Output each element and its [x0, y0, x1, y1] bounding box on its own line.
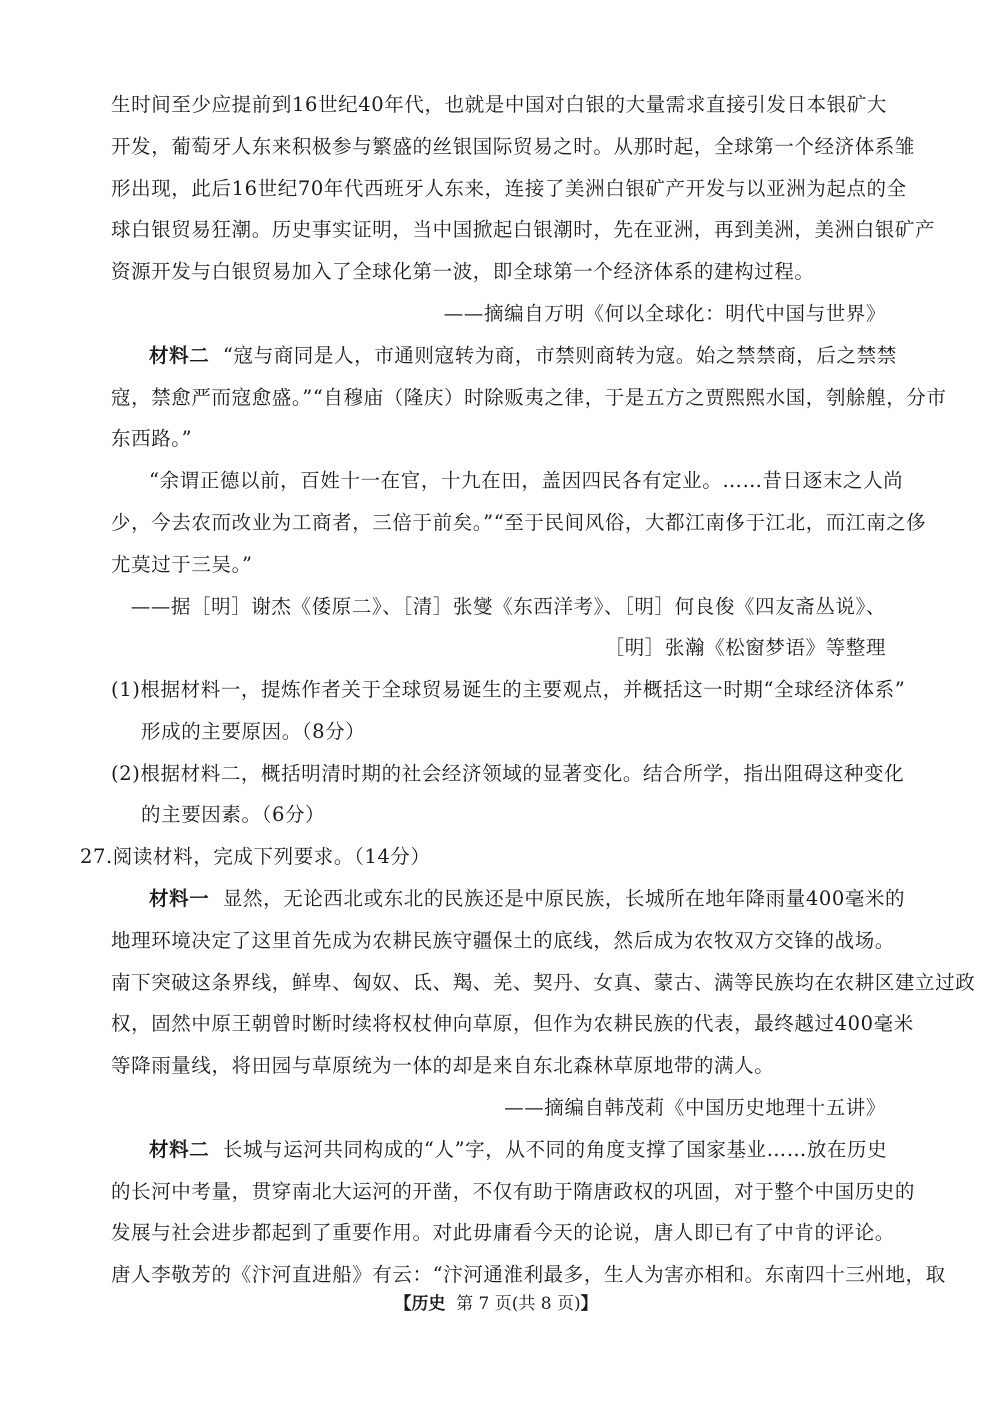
- text-line: 等降雨量线，将田园与草原统为一体的却是来自东北森林草原地带的满人。: [111, 1054, 775, 1077]
- source-citation: ——摘编自韩茂莉《中国历史地理十五讲》: [504, 1096, 886, 1119]
- question-1: (1)根据材料一，提炼作者关于全球贸易诞生的主要观点，并概括这一时期“全球经济体系”: [111, 678, 906, 701]
- text-line: 资源开发与白银贸易加入了全球化第一波，即全球第一个经济体系的建构过程。: [111, 260, 815, 283]
- text-line: 显然，无论西北或东北的民族还是中原民族，长城所在地年降雨量400毫米的: [222, 887, 906, 910]
- text-line: 南下突破这条界线，鲜卑、匈奴、氐、羯、羌、契丹、女真、蒙古、满等民族均在农耕区建立过政: [111, 971, 976, 994]
- footer-subject: 历史: [411, 1294, 446, 1314]
- question-2: (2)根据材料二，概括明清时期的社会经济领域的显著变化。结合所学，指出阻碍这种变化: [111, 762, 905, 785]
- text-line: 地理环境决定了这里首先成为农耕民族守疆保土的底线，然后成为农牧双方交锋的战场。: [111, 929, 895, 952]
- question-1-cont: 形成的主要原因。（8分）: [141, 720, 366, 743]
- text-line: 生时间至少应提前到16世纪40年代，也就是中国对白银的大量需求直接引发日本银矿大: [111, 93, 887, 116]
- material2-first-line: [149, 344, 897, 368]
- text-line: 寇，禁愈严而寇愈盛。”“自穆庙（隆庆）时除贩夷之律，于是五方之贾熙熙水国，刳艅艎，分市: [111, 386, 947, 409]
- text-line: 的长河中考量，贯穿南北大运河的开凿，不仅有助于隋唐政权的巩固，对于整个中国历史的: [111, 1180, 916, 1203]
- question-27-heading: 27.阅读材料，完成下列要求。（14分）: [80, 845, 431, 868]
- text-line: 球白银贸易狂潮。历史事实证明，当中国掀起白银潮时，先在亚洲，再到美洲，美洲白银矿产: [111, 218, 936, 241]
- material-label: 材料一: [149, 887, 210, 910]
- source-citation: ——摘编自万明《何以全球化：明代中国与世界》: [443, 302, 886, 325]
- material-label: 材料二: [149, 1138, 210, 1161]
- text-line: 唐人李敬芳的《汴河直进船》有云：“汴河通淮利最多，生人为害亦相和。东南四十三州地，取: [111, 1263, 946, 1286]
- text-line: 权，固然中原王朝曾时断时续将权杖伸向草原，但作为农耕民族的代表，最终越过400毫米: [111, 1012, 914, 1035]
- text-line: 形出现，此后16世纪70年代西班牙人东来，连接了美洲白银矿产开发与以亚洲为起点的全: [111, 177, 907, 200]
- text-line: 开发，葡萄牙人东来积极参与繁盛的丝银国际贸易之时。从那时起，全球第一个经济体系雏: [111, 135, 916, 158]
- text-line: “寇与商同是人，市通则寇转为商，市禁则商转为寇。始之禁禁商，后之禁禁: [222, 344, 897, 367]
- footer-bracket-open: 【: [394, 1294, 412, 1314]
- text-line: “余谓正德以前，百姓十一在官，十九在田，盖因四民各有定业。……昔日逐末之人尚: [149, 469, 904, 492]
- source-citation: ——据［明］谢杰《倭原二》、［清］张燮《东西洋考》、［明］何良俊《四友斋丛说》、: [130, 595, 886, 618]
- text-line: 长城与运河共同构成的“人”字，从不同的角度支撑了国家基业……放在历史: [222, 1138, 888, 1161]
- material2-first-line: [149, 1138, 887, 1162]
- text-line: 东西路。”: [111, 427, 193, 450]
- text-line: 少，今去农而改业为工商者，三倍于前矣。”“至于民间风俗，大都江南侈于江北，而江南之侈: [111, 511, 927, 534]
- material1-first-line: [149, 887, 906, 911]
- page-footer: [0, 1293, 992, 1315]
- footer-page-number: 第 7 页(共 8 页): [456, 1294, 581, 1314]
- text-line: 发展与社会进步都起到了重要作用。对此毋庸看今天的论说，唐人即已有了中肯的评论。: [111, 1221, 895, 1244]
- text-line: 尤莫过于三吴。”: [111, 553, 253, 576]
- material-label: 材料二: [149, 344, 210, 367]
- question-2-cont: 的主要因素。（6分）: [141, 803, 326, 826]
- footer-bracket-close: 】: [580, 1294, 598, 1314]
- source-citation: ［明］张瀚《松窗梦语》等整理: [604, 636, 886, 659]
